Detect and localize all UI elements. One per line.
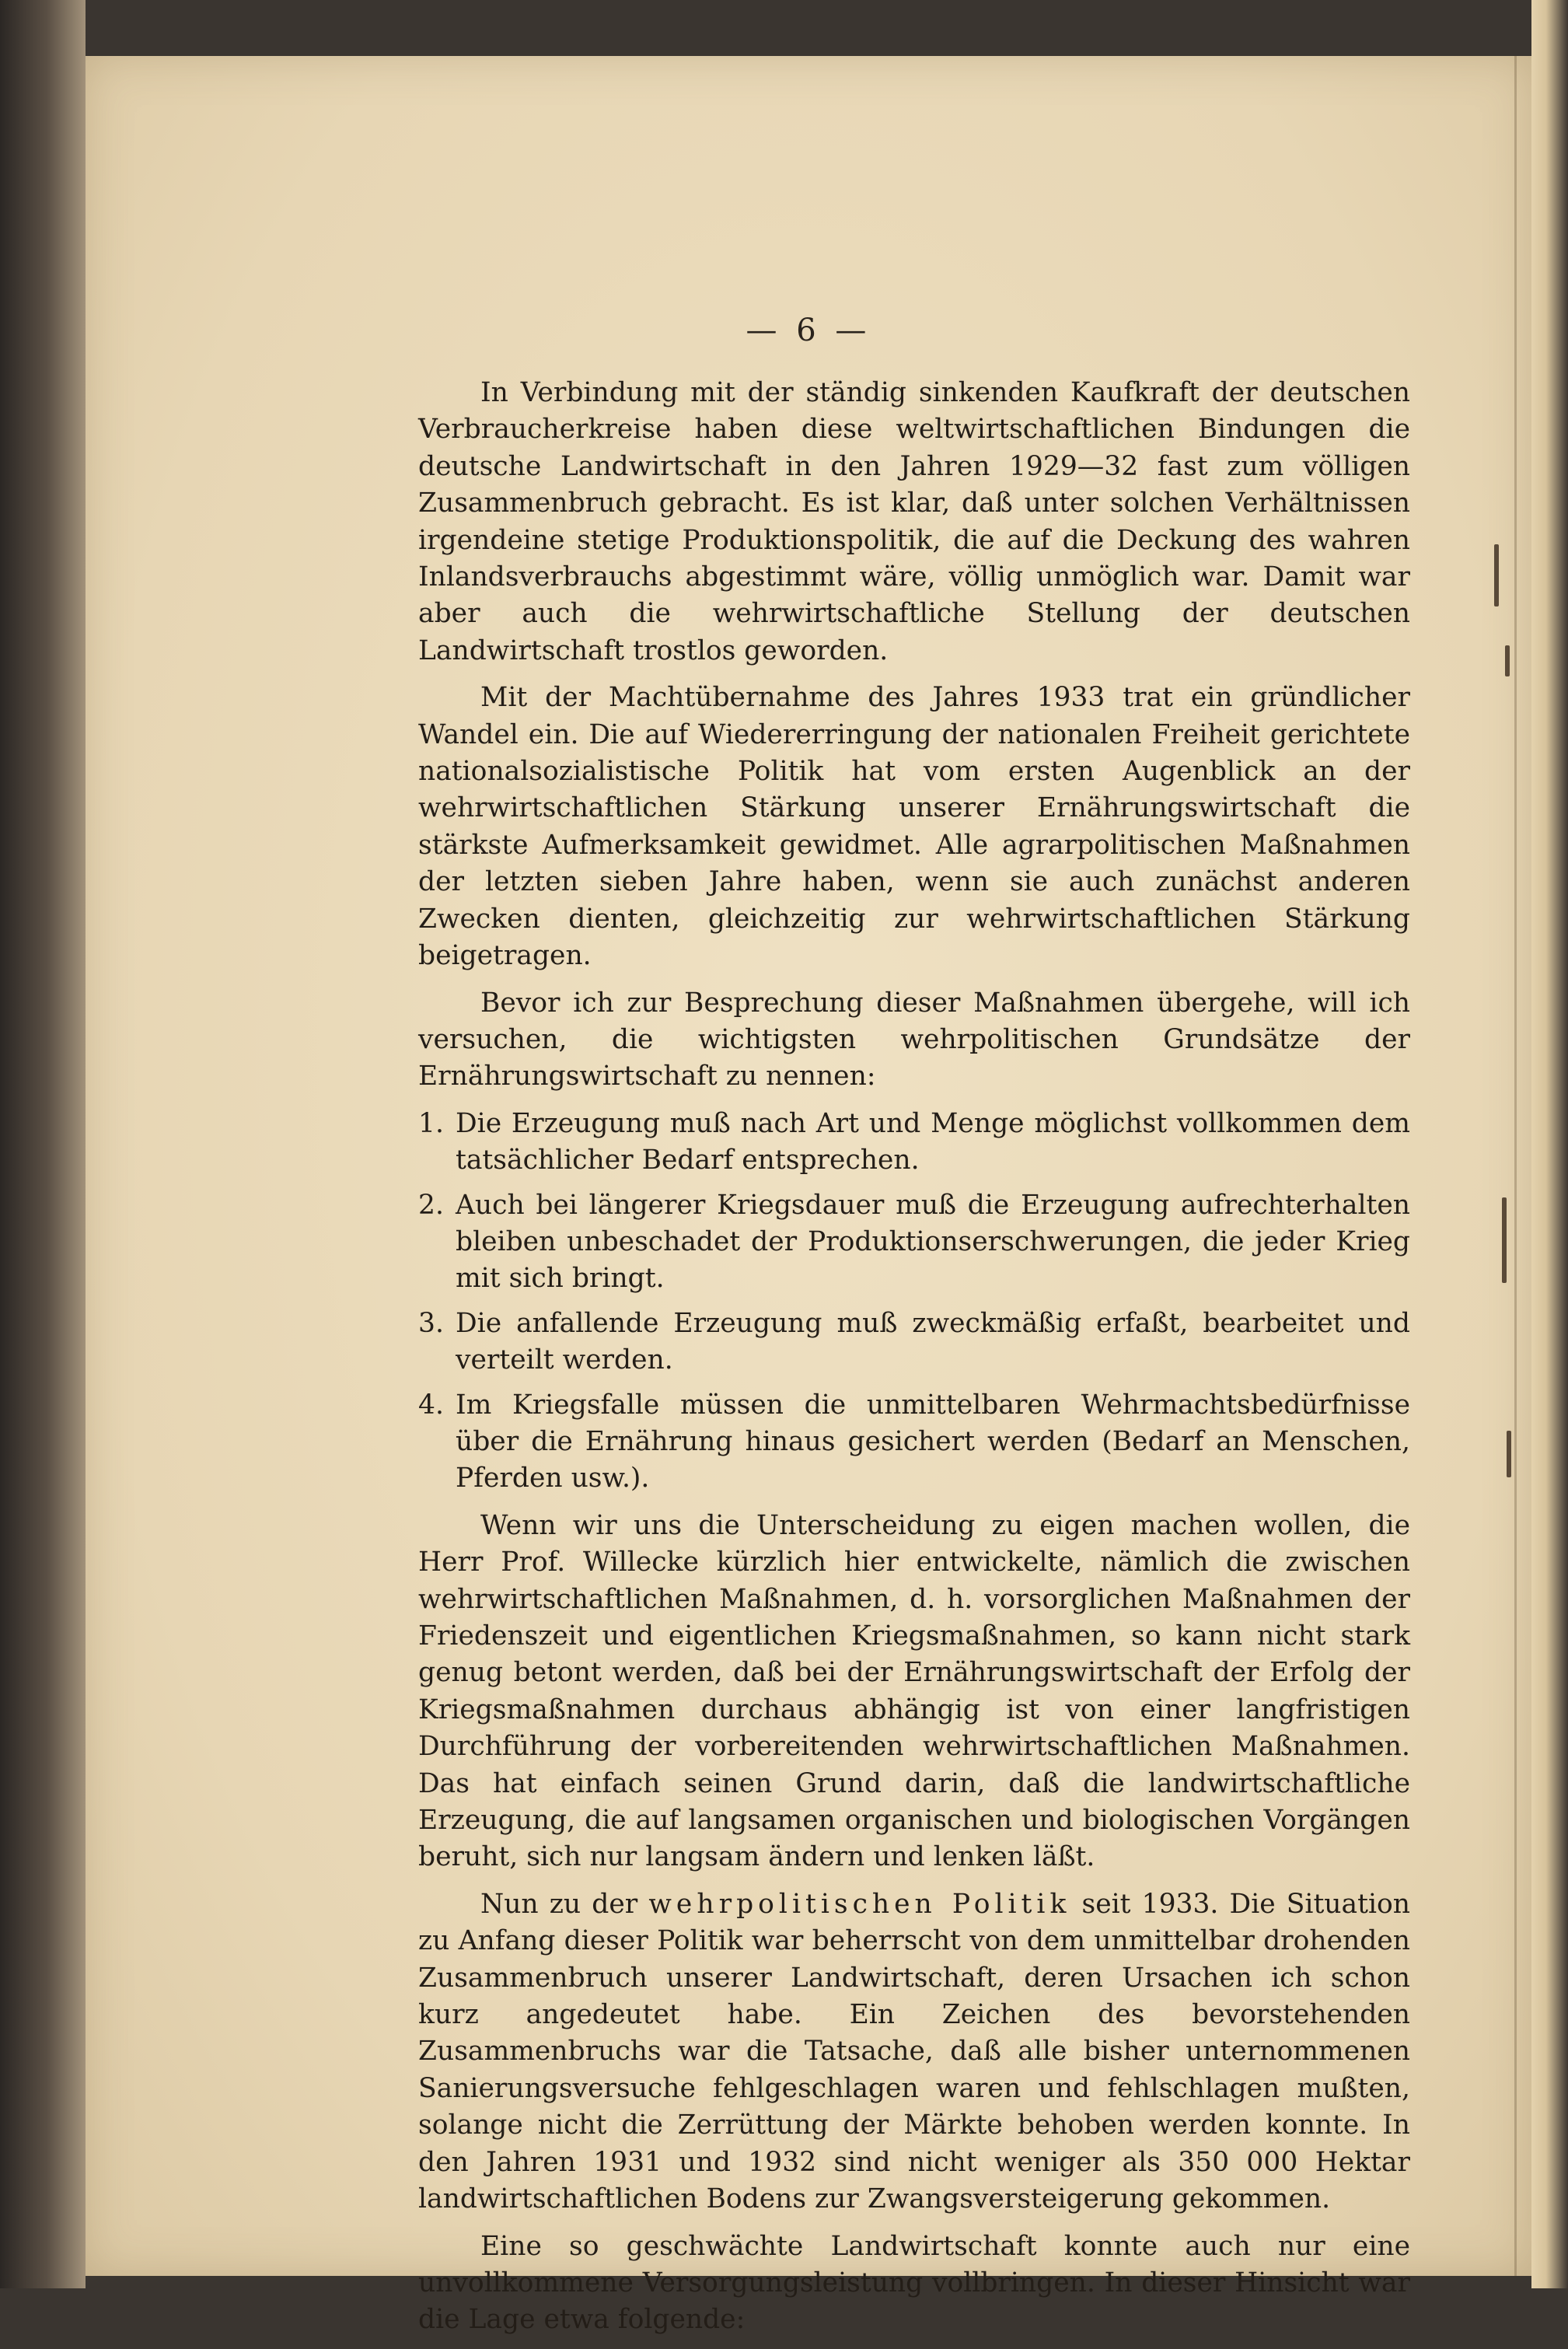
list-item-number: 3. [418, 1307, 444, 1339]
paragraph-5 [418, 1886, 1410, 2218]
list-item-text: Auch bei längerer Kriegsdauer muß die Erzeugung aufrechterhalten bleiben unbeschadet der Produktionserschwerungen, die jeder Krieg mit sich bringt. [456, 1189, 1410, 1295]
list-item-number: 1. [418, 1107, 444, 1139]
margin-mark [1494, 544, 1499, 606]
list-item-number: 4. [418, 1389, 444, 1421]
list-item-text: Im Kriegsfalle müssen die unmittelbaren Wehrmachtsbedürfnisse über die Ernährung hinaus gesichert werden (Bedarf an Menschen, Pferden usw.). [456, 1389, 1410, 1494]
scan-background-left [0, 0, 86, 2288]
list-item [418, 1387, 1410, 1498]
list-item [418, 1187, 1410, 1298]
book-page [86, 56, 1531, 2336]
page-number: — 6 — [746, 313, 871, 348]
list-item-text: Die anfallende Erzeugung muß zweckmäßig erfaßt, bearbeitet und verteilt werden. [456, 1307, 1410, 1376]
paragraph-6: Eine so geschwächte Landwirtschaft konnte auch nur eine unvollkommene Versorgungsleistung vollbringen. In dieser Hinsicht war die Lage etwa folgende: [418, 2230, 1410, 2336]
next-page-edge [1531, 0, 1568, 2288]
paragraph-5-rest: seit 1933. Die Situation zu Anfang dieser Politik war beherrscht von dem unmittelbar drohenden Zusammenbruch unserer Landwirtschaft, deren Ursachen ich schon kurz angedeutet habe. Ein Zeichen des bevorstehenden Zusammenbruchs war die Tatsache, daß alle bisher unternommenen Sanierungsversuche fehlgeschlagen waren und fehlschlagen mußten, solange nicht die Zerrüttung der Märkte behoben werden konnte. In den Jahren 1931 und 1932 sind nicht weniger als 350 000 Hektar landwirtschaftlichen Bodens zur Zwangsversteigerung gekommen. [418, 1888, 1410, 2215]
paragraph-5-start: Nun zu der [480, 1888, 649, 1920]
paragraph-5-emphasis: wehrpolitischen Politik [648, 1888, 1071, 1920]
list-item [418, 1306, 1410, 1379]
paragraph-4: Wenn wir uns die Unterscheidung zu eigen machen wollen, die Herr Prof. Willecke kürzlich hier entwickelte, nämlich die zwischen wehrwirtschaftlichen Maßnahmen, d. h. vorsorglichen Maßnahmen der Friedenszeit und eigentlichen Kriegsmaßnahmen, so kann nicht stark genug betont werden, daß bei der Ernährungswirtschaft der Erfolg der Kriegsmaßnahmen durchaus abhängig ist von einer langfristigen Durchführung der vorbereitenden wehrwirtschaftlichen Maßnahmen. Das hat einfach seinen Grund darin, daß die landwirtschaftliche Erzeugung, die auf langsamen organischen und biologischen Vorgängen beruht, sich nur langsam ändern und lenken läßt. [418, 1509, 1410, 1873]
margin-mark [1505, 645, 1510, 676]
list-item-text: Die Erzeugung muß nach Art und Menge möglichst vollkommen dem tatsächlicher Bedarf entsprechen. [456, 1107, 1410, 1176]
margin-mark [1502, 1197, 1507, 1283]
list-item-number: 2. [418, 1189, 444, 1221]
paragraph-3: Bevor ich zur Besprechung dieser Maßnahmen übergehe, will ich versuchen, die wichtigsten wehrpolitischen Grundsätze der Ernährungswirtschaft zu nennen: [418, 987, 1410, 1092]
list-item [418, 1106, 1410, 1180]
page-body [418, 375, 1410, 2349]
paragraph-1: In Verbindung mit der ständig sinkenden Kaufkraft der deutschen Verbraucherkreise haben diese weltwirtschaftlichen Bindungen die deutsche Landwirtschaft in den Jahren 1929—32 fast zum völligen Zusammenbruch gebracht. Es ist klar, daß unter solchen Verhältnissen irgendeine stetige Produktionspolitik, die auf die Deckung des wahren Inlandsverbrauchs abgestimmt wäre, völlig unmöglich war. Damit war aber auch die wehrwirtschaftliche Stellung der deutschen Landwirtschaft trostlos geworden. [418, 377, 1410, 666]
principles-list [418, 1106, 1410, 1498]
paragraph-2: Mit der Machtübernahme des Jahres 1933 trat ein gründlicher Wandel ein. Die auf Wiedererringung der nationalen Freiheit gerichtete nationalsozialistische Politik hat vom ersten Augenblick an der wehrwirtschaftlichen Stärkung unserer Ernährungswirtschaft die stärkste Aufmerksamkeit gewidmet. Alle agrarpolitischen Maßnahmen der letzten sieben Jahre haben, wenn sie auch zunächst anderen Zwecken dienten, gleichzeitig zur wehrwirtschaftlichen Stärkung beigetragen. [418, 682, 1410, 972]
page-gutter-line [1514, 56, 1517, 2276]
margin-mark [1507, 1431, 1511, 1477]
